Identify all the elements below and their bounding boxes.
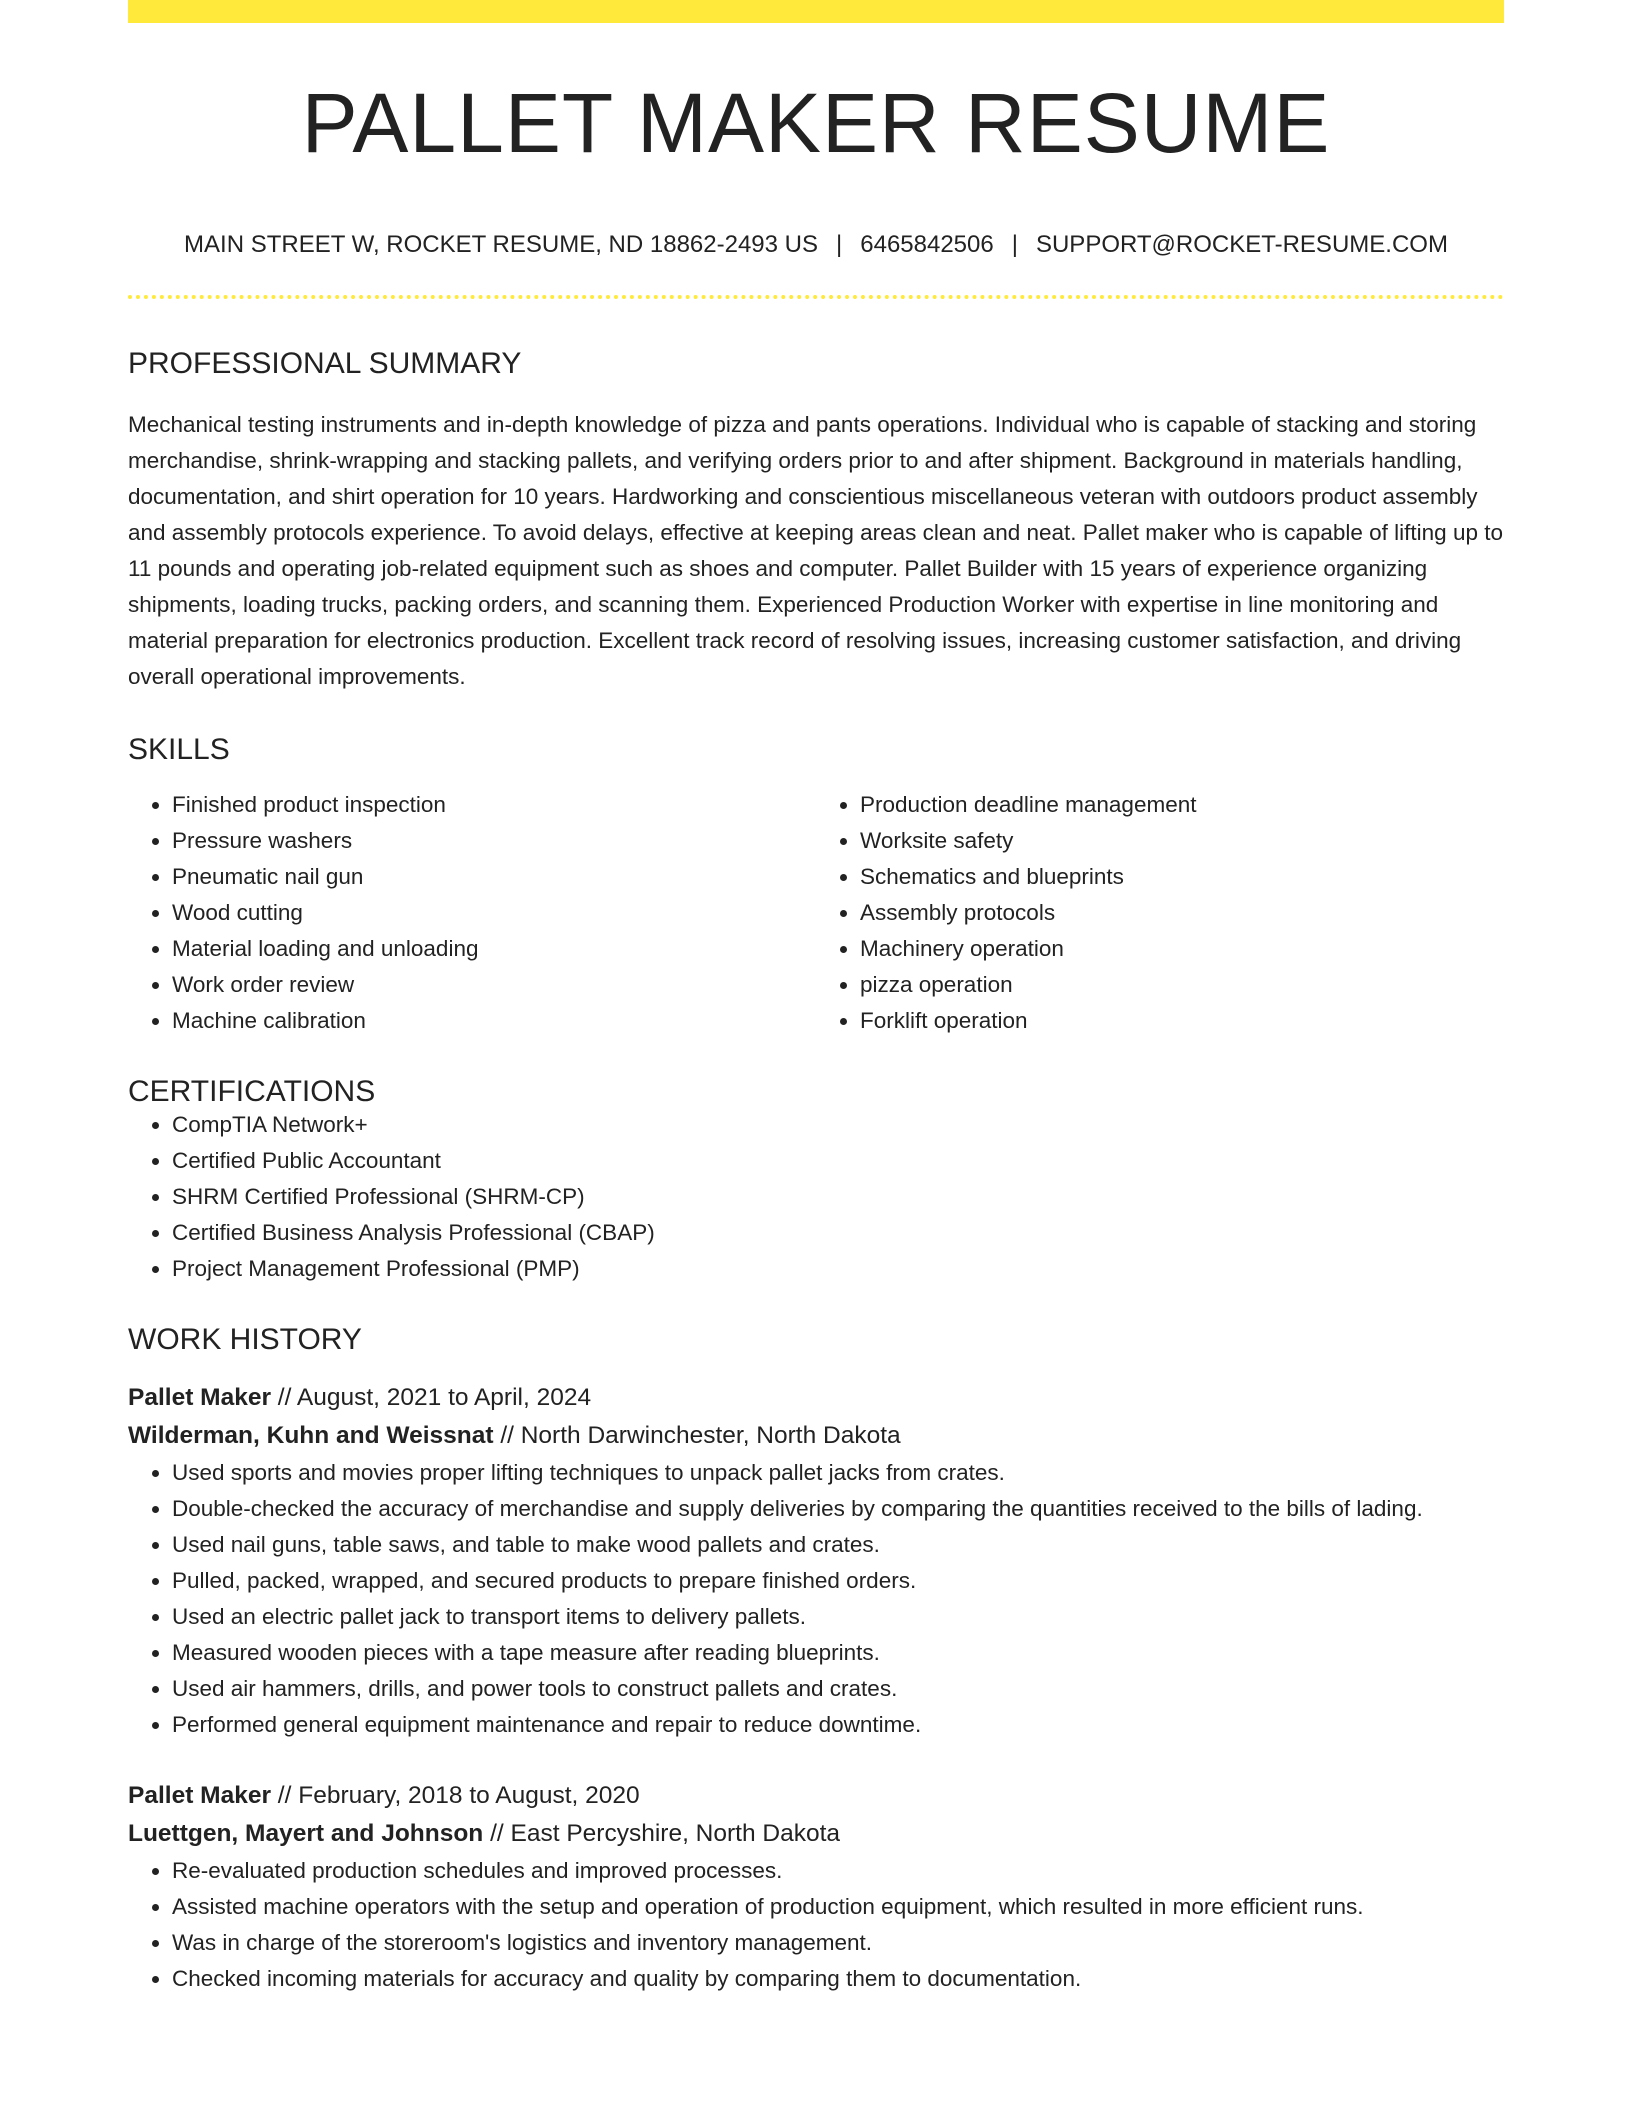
- job-title: Pallet Maker: [128, 1782, 271, 1809]
- job-duty: • Re-evaluated production schedules and improved processes.: [172, 1853, 1504, 1889]
- dotted-divider: [128, 295, 1504, 299]
- contact-separator: |: [836, 231, 843, 258]
- job-duty: • Used sports and movies proper lifting techniques to unpack pallet jacks from crates.: [172, 1455, 1504, 1491]
- skills-list-right: [816, 787, 1504, 1039]
- certification-item: • Project Management Professional (PMP): [172, 1251, 1504, 1287]
- job-company: Luettgen, Mayert and Johnson: [128, 1820, 484, 1847]
- summary-text: Mechanical testing instruments and in-depth knowledge of pizza and pants operations. Individual who is capable of stacking and storing merchandise, shrink-wrapping and stacking pallets, and verifying orders prior to and after shipment. Background in materials handling, documentation, and shirt operation for 10 years. Hardworking and conscientious miscellaneous veteran with outdoors product assembly and assembly protocols experience. To avoid delays, effective at keeping areas clean and neat. Pallet maker who is capable of lifting up to 11 pounds and operating job-related equipment such as shoes and computer. Pallet Builder with 15 years of experience organizing shipments, loading trucks, packing orders, and scanning them. Experienced Production Worker with expertise in line monitoring and material preparation for electronics production. Excellent track record of resolving issues, increasing customer satisfaction, and driving overall operational improvements.: [128, 412, 1503, 689]
- skill-item: • Assembly protocols: [860, 895, 1504, 931]
- skill-item: • Work order review: [172, 967, 816, 1003]
- skill-item: • Machine calibration: [172, 1003, 816, 1039]
- job-title-line: [128, 1379, 1504, 1417]
- certifications-heading: CERTIFICATIONS: [128, 1075, 376, 1108]
- skill-item: • Material loading and unloading: [172, 931, 816, 967]
- job-duty: • Used an electric pallet jack to transport items to delivery pallets.: [172, 1599, 1504, 1635]
- skills-list-left: [128, 787, 816, 1039]
- job-duty: • Pulled, packed, wrapped, and secured products to prepare finished orders.: [172, 1563, 1504, 1599]
- certification-item: • CompTIA Network+: [172, 1107, 1504, 1143]
- skill-item: • Production deadline management: [860, 787, 1504, 823]
- skill-item: • Worksite safety: [860, 823, 1504, 859]
- job-dates: // August, 2021 to April, 2024: [271, 1384, 592, 1411]
- job-duty: • Used nail guns, table saws, and table to make wood pallets and crates.: [172, 1527, 1504, 1563]
- job-duty: • Measured wooden pieces with a tape measure after reading blueprints.: [172, 1635, 1504, 1671]
- certification-item: • Certified Public Accountant: [172, 1143, 1504, 1179]
- job-title: Pallet Maker: [128, 1384, 271, 1411]
- job-duties-list: [128, 1853, 1504, 1997]
- certification-item: • SHRM Certified Professional (SHRM-CP): [172, 1179, 1504, 1215]
- job-company-line: [128, 1815, 1504, 1853]
- job-title-line: [128, 1777, 1504, 1815]
- skills-columns: [128, 787, 1504, 1039]
- job-duty: • Checked incoming materials for accuracy and quality by comparing them to documentation.: [172, 1961, 1504, 1997]
- resume-title: PALLET MAKER RESUME: [301, 76, 1331, 170]
- skills-heading: SKILLS: [128, 733, 230, 766]
- top-accent-bar: [128, 0, 1504, 23]
- contact-separator: |: [1011, 231, 1018, 258]
- job-company: Wilderman, Kuhn and Weissnat: [128, 1422, 494, 1449]
- job-duty: • Performed general equipment maintenance and repair to reduce downtime.: [172, 1707, 1504, 1743]
- job-duty: • Assisted machine operators with the setup and operation of production equipment, which resulted in more efficient runs.: [172, 1889, 1504, 1925]
- skill-item: • Finished product inspection: [172, 787, 816, 823]
- skill-item: • Wood cutting: [172, 895, 816, 931]
- job-entry: [128, 1379, 1504, 1743]
- skill-item: • Schematics and blueprints: [860, 859, 1504, 895]
- job-duty: • Used air hammers, drills, and power tools to construct pallets and crates.: [172, 1671, 1504, 1707]
- skill-item: • Machinery operation: [860, 931, 1504, 967]
- job-duty: • Double-checked the accuracy of merchandise and supply deliveries by comparing the quantities received to the bills of lading.: [172, 1491, 1504, 1527]
- job-dates: // February, 2018 to August, 2020: [271, 1782, 640, 1809]
- resume-page: [128, 0, 1504, 1997]
- certification-item: • Certified Business Analysis Professional (CBAP): [172, 1215, 1504, 1251]
- job-duty: • Was in charge of the storeroom's logistics and inventory management.: [172, 1925, 1504, 1961]
- skill-item: • Pressure washers: [172, 823, 816, 859]
- skill-item: • Forklift operation: [860, 1003, 1504, 1039]
- job-location: // East Percyshire, North Dakota: [483, 1820, 841, 1847]
- job-company-line: [128, 1417, 1504, 1455]
- job-entry: [128, 1777, 1504, 1997]
- job-duties-list: [128, 1455, 1504, 1743]
- skill-item: • pizza operation: [860, 967, 1504, 1003]
- work-history-heading: WORK HISTORY: [128, 1323, 362, 1356]
- skill-item: • Pneumatic nail gun: [172, 859, 816, 895]
- certifications-list: [128, 1107, 1504, 1287]
- email[interactable]: SUPPORT@ROCKET-RESUME.COM: [1035, 231, 1448, 258]
- phone: 6465842506: [860, 231, 994, 258]
- address: MAIN STREET W, ROCKET RESUME, ND 18862-2493 US: [184, 231, 819, 258]
- job-location: // North Darwinchester, North Dakota: [493, 1422, 901, 1449]
- summary-heading: PROFESSIONAL SUMMARY: [128, 347, 522, 380]
- contact-line: [128, 233, 1504, 257]
